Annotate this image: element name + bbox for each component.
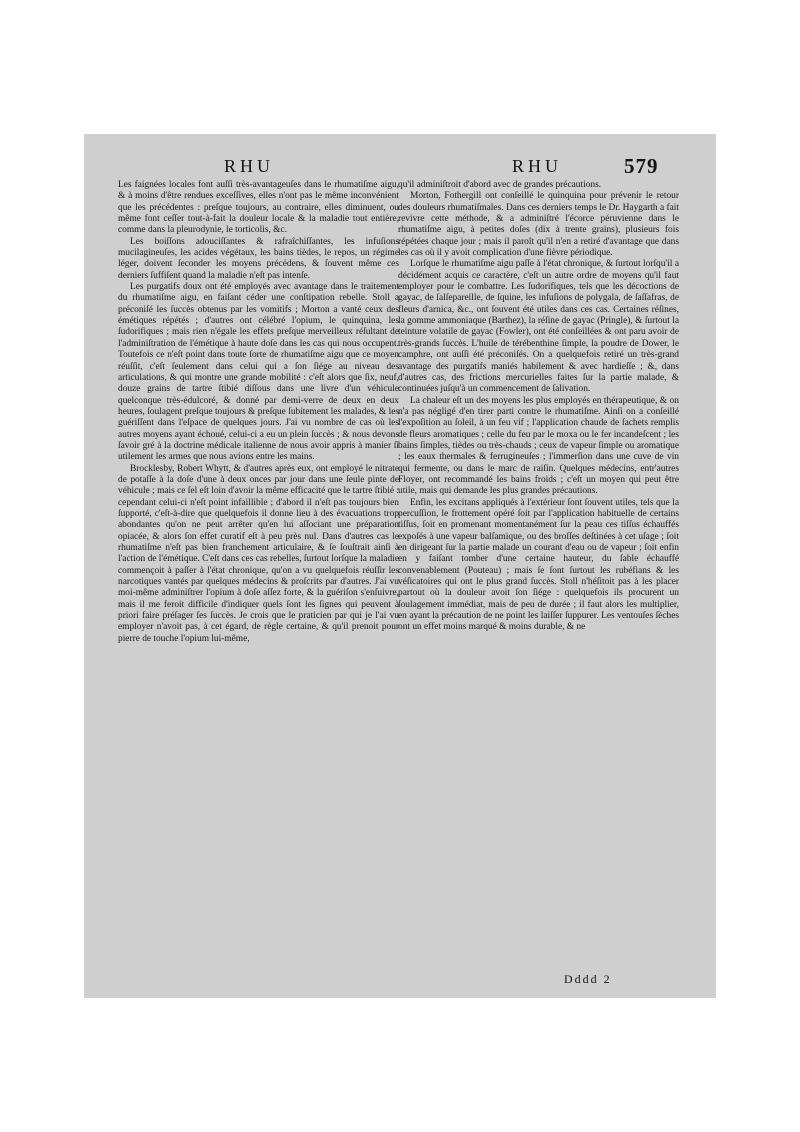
paragraph: Les faignées locales font auſſi très-avantageuſes dans le rhumatiſme aigu, & à moins d'être rendues exceſſives, elles n'ont pas le même inconvénient que les précédentes : preſque toujours, au contraire, elles diminuent, ou même font ceſſer tout-à-fait la douleur locale & la maladie tout entière, comme dans la pleurodynie, le torticolis, &c. [118,180,399,236]
running-head-left: RHU [224,156,275,176]
paragraph: Morton, Fothergill ont conſeillé le quinquina pour prévenir le retour des douleurs rhumatiſmales. Dans ces derniers temps le Dr. Haygarth a fait revivre cette méthode, & a adminiſtré l'écorce péruvienne dans le rhumatiſme aigu, à petites doſes (dix à trente grains), plusieurs fois répétées chaque jour ; mais il paroît qu'il n'en a retiré d'avantage que dans les cas où il y avoit complication d'une fièvre périodique. [398,191,679,259]
paragraph: Brocklesby, Robert Whytt, & d'autres après eux, ont employé le nitrate de potaſſe à la doſe d'une à deux onces par jour dans une ſeule pinte de véhicule ; mais ce ſel eſt loin d'avoir la même efficacité que le tartre ſtibié : cependant celui-ci n'eſt point infaillible ; d'abord il n'eſt pas toujours bien ſupporté, c'eſt-à-dire que quelquefois il donne lieu à des évacuations trop abondantes qu'on ne peut arrêter qu'en lui aſſociant une préparation opiacée, & alors ſon effet curatif eſt à peu près nul. Dans d'autres cas le rhumatiſme n'eſt pas bien franchement articulaire, & ſe ſouſtrait ainſi à l'action de l'émétique. C'eſt dans ces cas rebelles, ſurtout lorſque la maladie commençoit à paſſer à l'état chronique, qu'on a vu quelquefois réuſſir les narcotiques vantés par quelques médecins & proſcrits par d'autres. J'ai vu moi-même adminiſtrer l'opium à doſe aſſez forte, & la guériſon s'enſuivre, mais il me feroit difficile d'indiquer quels ſont les ſignes qui peuvent à priori faire préſager ſes ſuccès. Je crois que le praticien par qui je l'ai vu employer n'avoit pas, à cet égard, de règle certaine, & qu'il prenoit pour pierre de touche l'opium lui-même, [118,463,399,644]
paragraph: Enfin, les excitans appliqués à l'extérieur ſont ſouvent utiles, tels que la percuſſion, le frottement opéré ſoit par l'application habituelle de certains tiſſus, ſoit en promenant momentanément ſur la peau ces tiſſus échauffés expoſés à une vapeur balſamique, ou des broſſes deſtinées à cet uſage ; ſoit en dirigeant ſur la partie malade un courant d'eau ou de vapeur ; ſoit enfin en y faiſant tomber d'une certaine hauteur, du ſable échauffé convenablement (Pouteau) ; mais ſe ſont ſurtout les rubéfians & les véſicatoires qui ont le plus grand ſuccès. Stoll n'héſitoit pas à les placer partout où la douleur avoit ſon ſiége : quelquefois ils procurent un ſoulagement immédiat, mais de peu de durée ; il faut alors les multiplier, en ayant la précaution de ne point les laiſſer ſuppurer. Les ventouſes ſèches ont un effet moins marqué & moins durable, & ne [398,497,679,633]
paragraph: qu'il adminiſtroit d'abord avec de grandes précautions. [398,180,602,190]
paragraph: La chaleur eſt un des moyens les plus employés en thérapeutique, & on n'a pas négligé d'en tirer parti contre le rhumatiſme. Ainſi on a conſeillé l'expoſition au ſoleil, à un feu vif ; l'application chaude de ſachets remplis de fleurs aromatiques ; celle du feu par le moxa ou le fer incandeſcent ; les bains ſimples, tièdes ou très-chauds ; ceux de vapeur ſimple ou aromatique ; les eaux thermales & ferrugineuſes ; l'immerſion dans une cuve de vin qui fermente, ou dans le marc de raiſin. Quelques médecins, entr'autres Floyer, ont recommandé les bains froids ; c'eſt un moyen qui peut être utile, mais qui demande les plus grandes précautions. [398,395,679,497]
scanned-page [84,134,716,998]
paragraph: Les purgatifs doux ont été employés avec avantage dans le traitement du rhumatiſme aigu, en faiſant céder une conſtipation rebelle. Stoll a préconiſé les ſuccès obtenus par les vomitifs ; Morton a vanté ceux des émétiques répétés ; d'autres ont célébré l'opium, le quinquina, les ſudorifiques ; mais rien n'égale les effets preſque merveilleux réſultant de l'adminiſtration de l'émétique à haute doſe dans les cas qui nous occupent. Toutefois ce n'eſt point dans toute ſorte de rhumatiſme aigu que ce moyen réuſſit, c'eſt ſeulement dans celui qui a ſon ſiége au niveau des articulations, & qui montre une grande mobilité : c'eſt alors que ſix, neuf, douze grains de tartre ſtibié diſſous dans une livre d'un véhicule quelconque très-édulcoré, & donné par demi-verre de deux en deux heures, ſoulagent preſque toujours & preſque ſubitement les malades, & les guériſſent dans l'eſpace de quelques jours. J'ai vu nombre de cas où les autres moyens ayant échoué, celui-ci a eu un plein ſuccès ; & nous devons ſavoir gré à la doctrine médicale italienne de nous avoir appris à manier ſi utilement les armes que nous avions entre les mains. [118,282,399,463]
running-head-right: RHU [512,156,563,176]
signature-mark: Dddd 2 [564,972,612,986]
running-header [84,152,716,178]
page-number: 579 [624,154,659,178]
left-column [118,180,399,645]
paragraph: Lorſque le rhumatiſme aigu paſſe à l'état chronique, & ſurtout lorſqu'il a décidément acquis ce caractère, c'eſt un autre ordre de moyens qu'il faut employer pour le combattre. Les ſudorifiques, tels que les décoctions de gayac, de ſalſepareille, de ſquine, les infuſions de polygala, de ſaſſafras, de fleurs d'arnica, &c., ont ſouvent été utiles dans ces cas. Certaines réſines, la gomme ammoniaque (Barthez), la réſine de gayac (Pringle), & ſurtout la teinture volatile de gayac (Fowler), ont été conſeillées & ont paru avoir de très-grands ſuccès. L'huile de térébenthine ſimple, la poudre de Dower, le camphre, ont auſſi été préconiſés. On a quelquefois retiré un très-grand avantage des purgatifs maniés habilement & avec hardieſſe ; &, dans d'autres cas, des frictions mercurielles faites ſur la partie malade, & continuées juſqu'à un commencement de ſalivation. [398,259,679,395]
right-column [398,180,679,634]
paragraph: Les boiſſons adouciſſantes & rafraîchiſſantes, les infuſions mucilagineuſes, les acides végétaux, les bains tièdes, le repos, un régime léger, doivent ſeconder les moyens précédens, & ſouvent même ces derniers ſuffiſent quand la maladie n'eſt pas intenſe. [118,236,399,281]
